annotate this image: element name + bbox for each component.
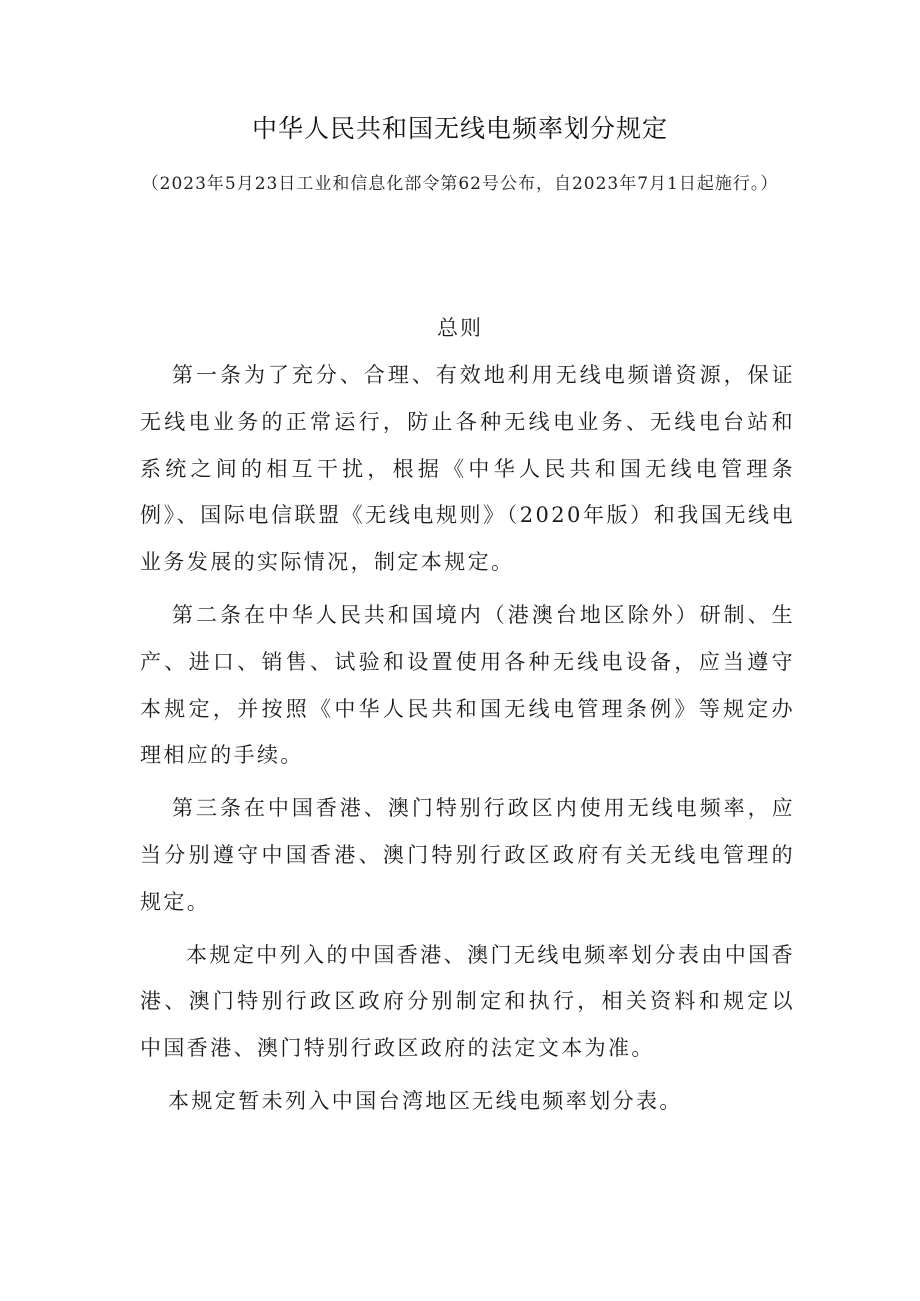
section-heading: 总则 [437, 316, 483, 340]
hong-kong-macao-paragraph: 本规定中列入的中国香港、澳门无线电频率划分表由中国香港、澳门特别行政区政府分别制定和执行，相关资料和规定以中国香港、澳门特别行政区政府的法定文本为准。 [140, 942, 795, 1061]
document-subtitle: （2023年5月23日工业和信息化部令第62号公布，自2023年7月1日起施行。） [141, 174, 779, 194]
article-3-paragraph: 第三条在中国香港、澳门特别行政区内使用无线电频率，应当分别遵守中国香港、澳门特别行政区政府有关无线电管理的规定。 [140, 796, 795, 914]
document-title: 中华人民共和国无线电频率划分规定 [251, 114, 668, 143]
document-body [140, 352, 795, 1131]
article-2-paragraph: 第二条在中华人民共和国境内（港澳台地区除外）研制、生产、进口、销售、试验和设置使用各种无线电设备，应当遵守本规定，并按照《中华人民共和国无线电管理条例》等规定办理相应的手续。 [140, 602, 795, 768]
taiwan-paragraph: 本规定暂未列入中国台湾地区无线电频率划分表。 [168, 1088, 683, 1113]
article-1-paragraph: 第一条为了充分、合理、有效地利用无线电频谱资源，保证无线电业务的正常运行，防止各种无线电业务、无线电台站和系统之间的相互干扰，根据《中华人民共和国无线电管理条例》、国际电信联盟《无线电规则》（2020年版）和我国无线电业务发展的实际情况，制定本规定。 [140, 363, 795, 575]
